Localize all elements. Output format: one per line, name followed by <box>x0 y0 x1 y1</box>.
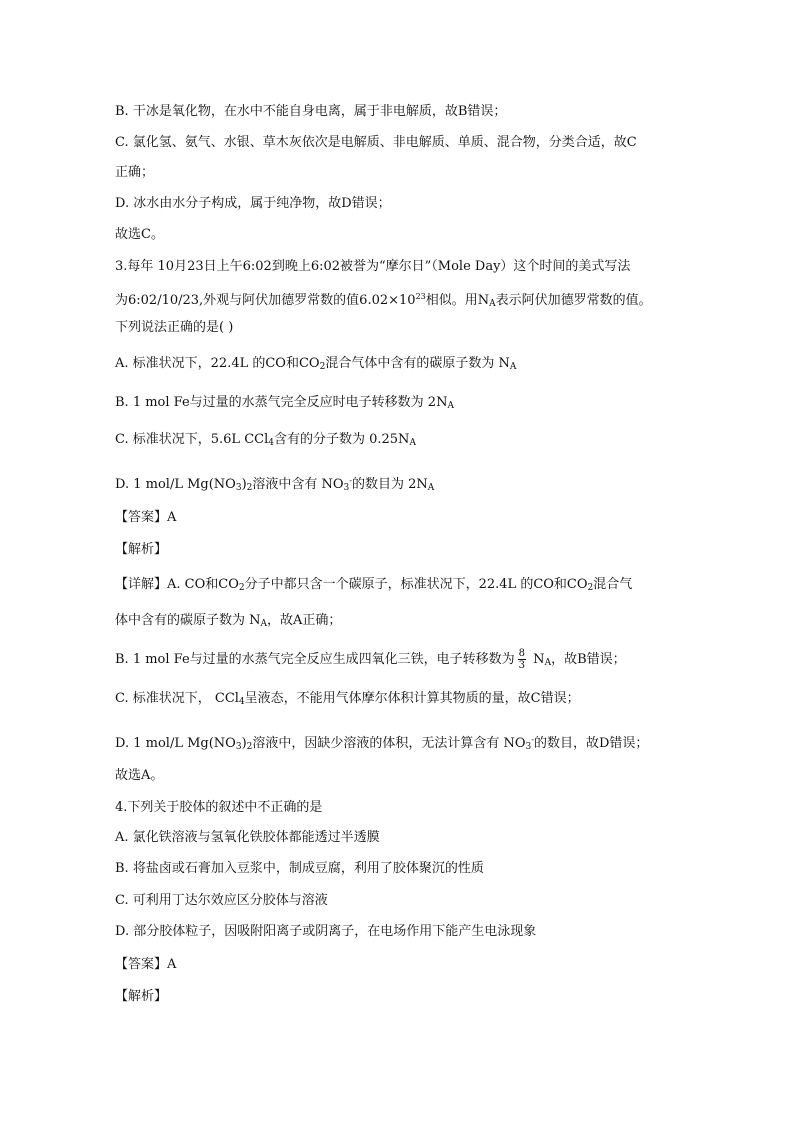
analysis-label: 【解析】 <box>115 989 168 1004</box>
question-3-stem: 为6:02/10/23,外观与阿伏加德罗常数的值$6.02\times 10^{23}$相似。用$N_A$表示阿伏加德罗常数的值。 <box>115 292 652 309</box>
option-c: C. 标准状况下，5.6L CCl$_4$含有的分子数为 $0.25N_A$ <box>115 432 416 448</box>
option-b: B. 将盐卤或石膏加入豆浆中，制成豆腐，利用了胶体聚沉的性质 <box>115 861 484 876</box>
text-line: 正确； <box>115 165 155 180</box>
text-line: 故选A。 <box>115 768 164 783</box>
explanation-line: B. 1 mol Fe与过量的水蒸气完全反应生成四氧化三铁，电子转移数为 $\frac{8}{3}$ $N_A$，故B错误； <box>115 648 626 671</box>
question-3-stem: 下列说法正确的是( ) <box>115 320 234 335</box>
option-b: B. 1 mol Fe与过量的水蒸气完全反应时电子转移数为 $2N_A$ <box>115 395 454 411</box>
answer-label: 【答案】A <box>115 510 177 525</box>
fraction: $\frac{8}{3}$ <box>518 648 526 671</box>
option-c: C. 可利用丁达尔效应区分胶体与溶液 <box>115 893 328 908</box>
explanation-line: 【详解】A. CO和$CO_2$分子中都只含一个碳原子，标准状况下，22.4L 的CO和$CO_2$混合气 <box>115 577 633 593</box>
answer-label: 【答案】A <box>115 957 177 972</box>
text-line: B. 干冰是氧化物，在水中不能自身电离，属于非电解质，故B错误； <box>115 104 507 119</box>
analysis-label: 【解析】 <box>115 542 168 557</box>
option-d: D. 1 mol/L $Mg(NO_3)_2$溶液中含有 $NO_3^-$的数目为 $2N_A$ <box>115 476 435 493</box>
question-4-stem: 4.下列关于胶体的叙述中不正确的是 <box>115 800 323 815</box>
text-line: C. 氯化氢、氨气、水银、草木灰依次是电解质、非电解质、单质、混合物，分类合适，故C <box>115 135 637 150</box>
explanation-line: C. 标准状况下， CCl$_4$呈液态，不能用气体摩尔体积计算其物质的量，故C错误； <box>115 691 580 707</box>
option-a: A. 氯化铁溶液与氢氧化铁胶体都能透过半透膜 <box>115 830 380 845</box>
text-line: D. 冰水由水分子构成，属于纯净物，故D错误； <box>115 196 391 211</box>
explanation-line: D. 1 mol/L $Mg(NO_3)_2$溶液中，因缺少溶液的体积，无法计算含有 $NO_3^-$的数目，故D错误； <box>115 735 649 752</box>
explanation-line: 体中含有的碳原子数为 $N_A$，故A正确； <box>115 613 342 629</box>
option-d: D. 部分胶体粒子，因吸附阳离子或阴离子，在电场作用下能产生电泳现象 <box>115 924 537 939</box>
text-line: 故选C。 <box>115 227 164 242</box>
question-3-stem: 3.每年 10月23日上午6:02到晚上6:02被誉为“摩尔日”（Mole Day）这个时间的美式写法 <box>115 259 631 274</box>
option-a: A. 标准状况下，22.4L 的CO和$CO_2$混合气体中含有的碳原子数为 $N_A$ <box>115 356 517 372</box>
